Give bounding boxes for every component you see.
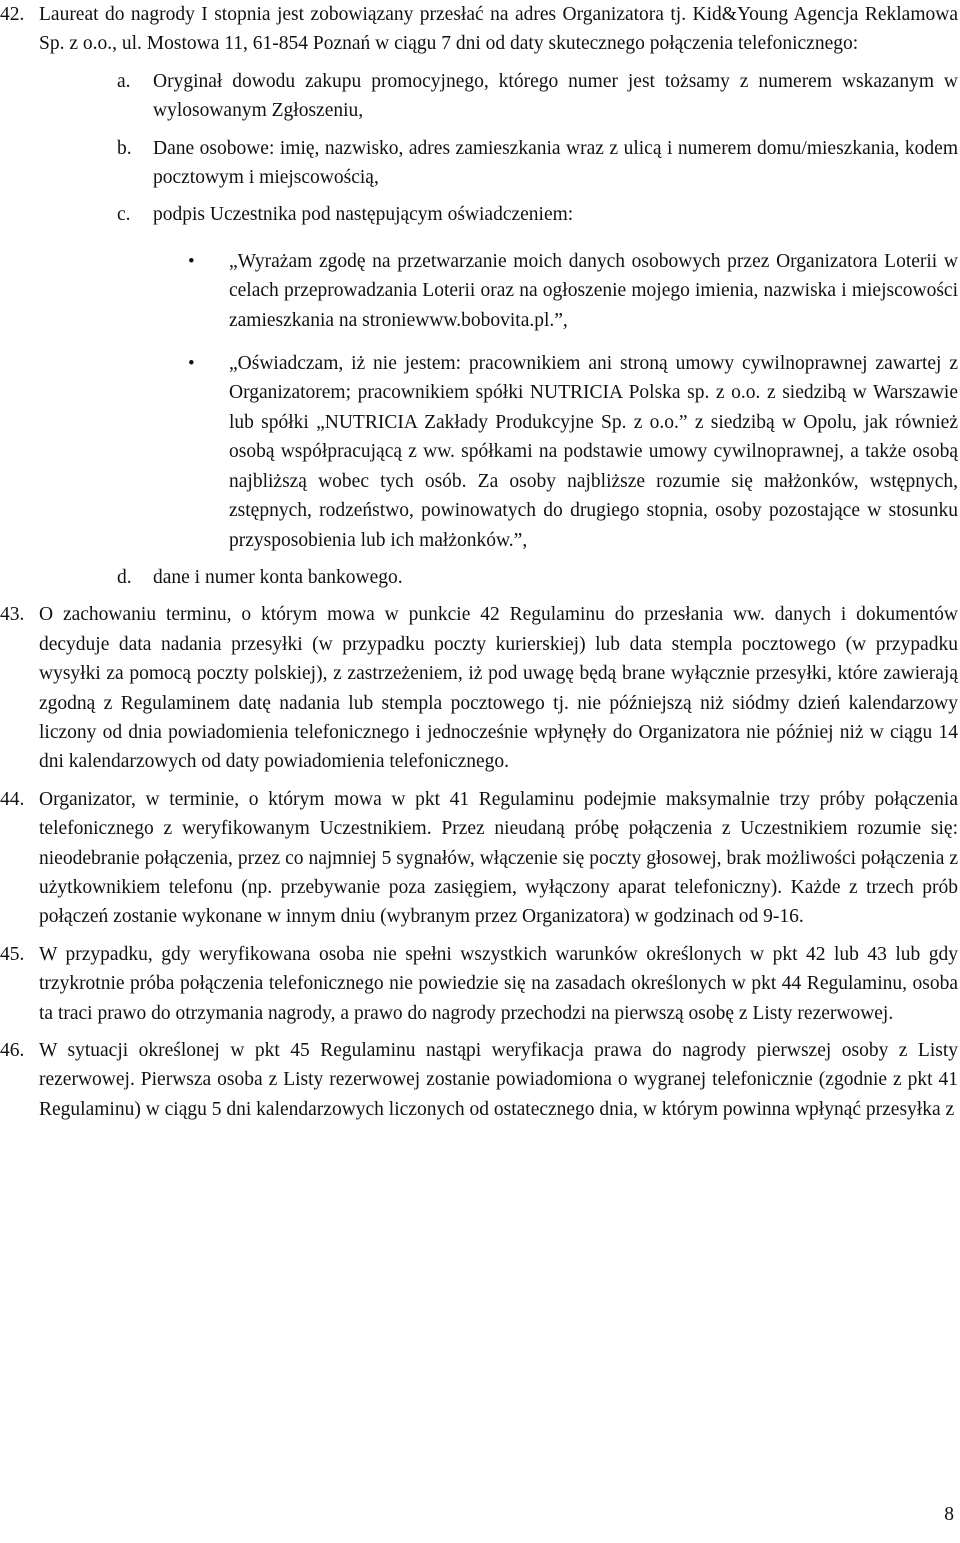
item-text: O zachowaniu terminu, o którym mowa w punkcie 42 Regulaminu do przesłania ww. danych i dokumentów decyduje data nadania przesyłki (w przypadku poczty kurierskiej) lub data stempla pocztowego (w przypadku wysyłki za pomocą poczty polskiej), z zastrzeżeniem, iż pod uwagę będą brane wyłącznie przesyłki, które zawierają zgodną z Regulaminem datę nadania lub stempla pocztowego tj. nie późniejszą niż siódmy dzień kalendarzowy liczony od dnia powiadomienia telefonicznego i jednocześnie wpłynęły do Organizatora nie później niż w ciągu 14 dni kalendarzowych od daty powiadomienia telefonicznego. — [39, 604, 958, 773]
bullet-icon: • — [188, 250, 195, 272]
subitem-letter: c. — [117, 204, 131, 226]
subitem-text: dane i numer konta bankowego. — [153, 566, 403, 588]
subitem-text: Oryginał dowodu zakupu promocyjnego, którego numer jest tożsamy z numerem wskazanym w wylosowanym Zgłoszeniu, — [153, 70, 958, 122]
list-item-46 — [0, 1036, 958, 1124]
bullet-declaration-not-employee — [0, 349, 958, 555]
bullet-text: „Oświadczam, iż nie jestem: pracownikiem ani stroną umowy cywilnoprawnej zawartej z Organizatorem; pracownikiem spółki NUTRICIA Polska sp. z o.o. z siedzibą w Warszawie lub spółki „NUTRICIA Zakłady Produkcyjne Sp. z o.o.” z siedzibą w Opolu, jak również osobą współpracującą z ww. spółkami na podstawie umowy cywilnoprawnej, a także osobą najbliższą wobec tych osób. Za osoby najbliższe rozumie się małżonków, wstępnych, zstępnych, rodzeństwo, powinowatych do drugiego stopnia, osoby pozostające w stosunku przysposobienia lub ich małżonków.”, — [229, 353, 958, 551]
item-number: 45. — [0, 943, 25, 965]
subitem-letter: a. — [117, 70, 131, 92]
bullet-consent-data-processing — [0, 247, 958, 335]
subitem-text: podpis Uczestnika pod następującym oświadczeniem: — [153, 204, 574, 226]
bullet-icon: • — [188, 353, 195, 375]
item-number: 43. — [0, 604, 25, 626]
subitem-b — [0, 134, 958, 193]
bullet-text: „Wyrażam zgodę na przetwarzanie moich danych osobowych przez Organizatora Loterii w celach przeprowadzania Loterii oraz na ogłoszenie mojego imienia, nazwiska i miejscowości zamieszkania na stroniewww.bobovita.pl.”, — [229, 250, 958, 331]
subitem-c — [0, 200, 958, 229]
list-item-45 — [0, 940, 958, 1028]
list-item-43 — [0, 600, 958, 776]
list-item-42 — [0, 0, 958, 59]
item-number: 46. — [0, 1040, 25, 1061]
page-number: 8 — [944, 1504, 954, 1525]
item-text: W sytuacji określonej w pkt 45 Regulaminu nastąpi weryfikacja prawa do nagrody pierwszej osoby z Listy rezerwowej. Pierwsza osoba z Listy rezerwowej zostanie powiadomiona o wygranej telefonicznie (zgodnie z pkt 41 Regulaminu) w ciągu 5 dni kalendarzowych liczonych od ostatecznego dnia, w którym powinna wpłynąć przesyłka z — [39, 1040, 958, 1120]
subitem-letter: b. — [117, 137, 132, 159]
item-number: 42. — [0, 4, 25, 25]
item-number: 44. — [0, 788, 25, 810]
item-text: W przypadku, gdy weryfikowana osoba nie spełni wszystkich warunków określonych w pkt 42 lub 43 lub gdy trzykrotnie próba połączenia telefonicznego nie powiedzie się na zasadach określonych w pkt 44 Regulaminu, osoba ta traci prawo do otrzymania nagrody, a prawo do nagrody przechodzi na pierwszą osobę z Listy rezerwowej. — [39, 943, 958, 1024]
subitem-a — [0, 67, 958, 126]
item-text: Organizator, w terminie, o którym mowa w pkt 41 Regulaminu podejmie maksymalnie trzy próby połączenia telefonicznego z weryfikowanym Uczestnikiem. Przez nieudaną próbę połączenia z Uczestnikiem rozumie się: nieodebranie połączenia, przez co najmniej 5 sygnałów, włączenie się poczty głosowej, brak możliwości połączenia z użytkownikiem telefonu (np. przebywanie poza zasięgiem, wyłączony aparat telefoniczny). Każde z trzech prób połączeń zostanie wykonane w innym dniu (wybranym przez Organizatora) w godzinach od 9-16. — [39, 788, 958, 928]
subitem-text: Dane osobowe: imię, nazwisko, adres zamieszkania wraz z ulicą i numerem domu/mieszkania, kodem pocztowym i miejscowością, — [153, 137, 958, 189]
list-item-44 — [0, 785, 958, 932]
subitem-d — [0, 563, 958, 592]
subitem-letter: d. — [117, 566, 132, 588]
item-text: Laureat do nagrody I stopnia jest zobowiązany przesłać na adres Organizatora tj. Kid&Young Agencja Reklamowa Sp. z o.o., ul. Mostowa 11, 61-854 Poznań w ciągu 7 dni od daty skutecznego połączenia telefonicznego: — [39, 4, 958, 55]
